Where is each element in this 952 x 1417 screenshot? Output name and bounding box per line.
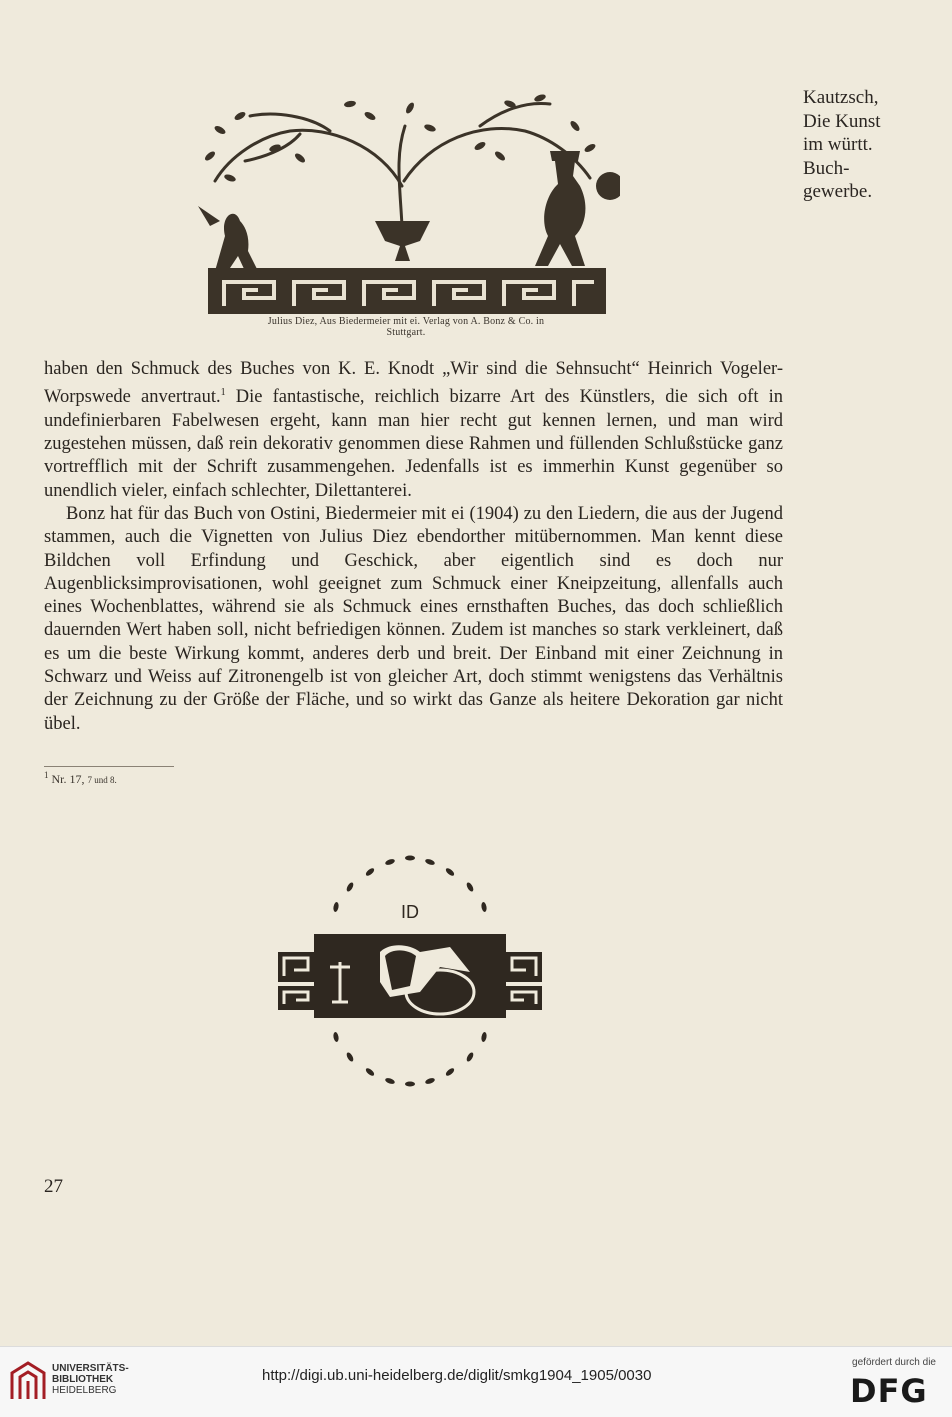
paragraph-2: Bonz hat für das Buch von Ostini, Biedermeier mit ei (1904) zu den Liedern, die aus der Jugend stammen, auch die Vignetten von Julius Diez ebendorther mitübernommen. Man kennt diese Bildchen voll Erfindung und Geschick, aber eigentlich sind es doch nur Augenblicksimprovisationen, wohl geeignet zum Schmuck einer Kneipzeitung, allenfalls auch eines Wochenblattes, während sie als Schmuck eines ernsthaften Buches, das doch schließlich dauernden Wert haben soll, nicht befriedigen können. Zudem ist manches so stark verkleinert, daß es um die beste Wirkung kommt, anderes derb und breit. Der Einband mit einer Zeichnung in Schwarz und Weiss auf Zitronengelb ist von gleicher Art, doch stimmt wenigstens das Verhältnis der Zeichnung zu der Größe der Fläche, und so wirkt das Ganze als heitere Dekoration gar nicht übel. [44,503,783,734]
funded-by-label: gefördert durch die [852,1357,936,1368]
illustration-caption [196,316,616,338]
caption-line-1: Julius Diez, Aus Biedermeier mit ei. Verlag von A. Bonz & Co. in [267,316,545,327]
paragraph-1-text-cont: Die fantastische, reichlich bizarre Art des Künstlers, die sich oft in undefinierbaren Fabelwesen ergeht, kann man hier recht gut kennen lernen, und man wird zugestehen müssen, daß rein dekorativ genommen diese Rahmen und füllenden Schlußstücke ganz vortrefflich mit der Schrift zusammengehen. Jedenfalls ist es immerhin Kunst gegenüber so unendlich vieler, einfach schlechter, Dilettanterei. [44,387,783,501]
bottom-vignette-illustration [270,852,550,1092]
library-name-line: BIBLIOTHEK [52,1374,114,1385]
footer-bar [0,1346,952,1417]
page-number: 27 [44,1176,63,1197]
top-vignette-illustration [180,86,620,316]
footnote-reference: 1 [220,387,226,399]
library-name [52,1363,129,1396]
margin-note-line: gewerbe. [803,181,873,202]
paragraph-1-text: haben den Schmuck des Buches von K. E. Knodt „Wir sind die Sehnsucht“ Heinrich Vogeler-Worpswede anvertraut. [44,359,783,408]
caption-line-2: Stuttgart. [386,327,426,338]
margin-note-line: im württ. [803,134,873,155]
footnote-rule [44,766,174,767]
footnote [44,770,344,787]
margin-note-line: Die Kunst [803,110,881,132]
permalink-url[interactable]: http://digi.ub.uni-heidelberg.de/diglit/smkg1904_1905/0030 [262,1367,652,1384]
paragraph-1 [44,358,783,503]
margin-note-line: Kautzsch, [803,87,879,108]
footnote-mark: 1 [44,770,49,780]
footnote-text: Nr. 17, [51,772,85,786]
body-text [44,358,783,736]
dfg-logo-text: DFG [850,1372,928,1407]
dfg-logo [846,1371,938,1407]
footnote-text-small: 7 und 8. [87,775,117,785]
library-name-line: HEIDELBERG [52,1385,117,1396]
library-name-line: UNIVERSITÄTS- [52,1363,129,1374]
margin-note [803,86,923,204]
margin-note-line: Buch- [803,157,850,179]
library-logo-icon [8,1359,48,1403]
vignette-monogram: ID [401,902,419,922]
